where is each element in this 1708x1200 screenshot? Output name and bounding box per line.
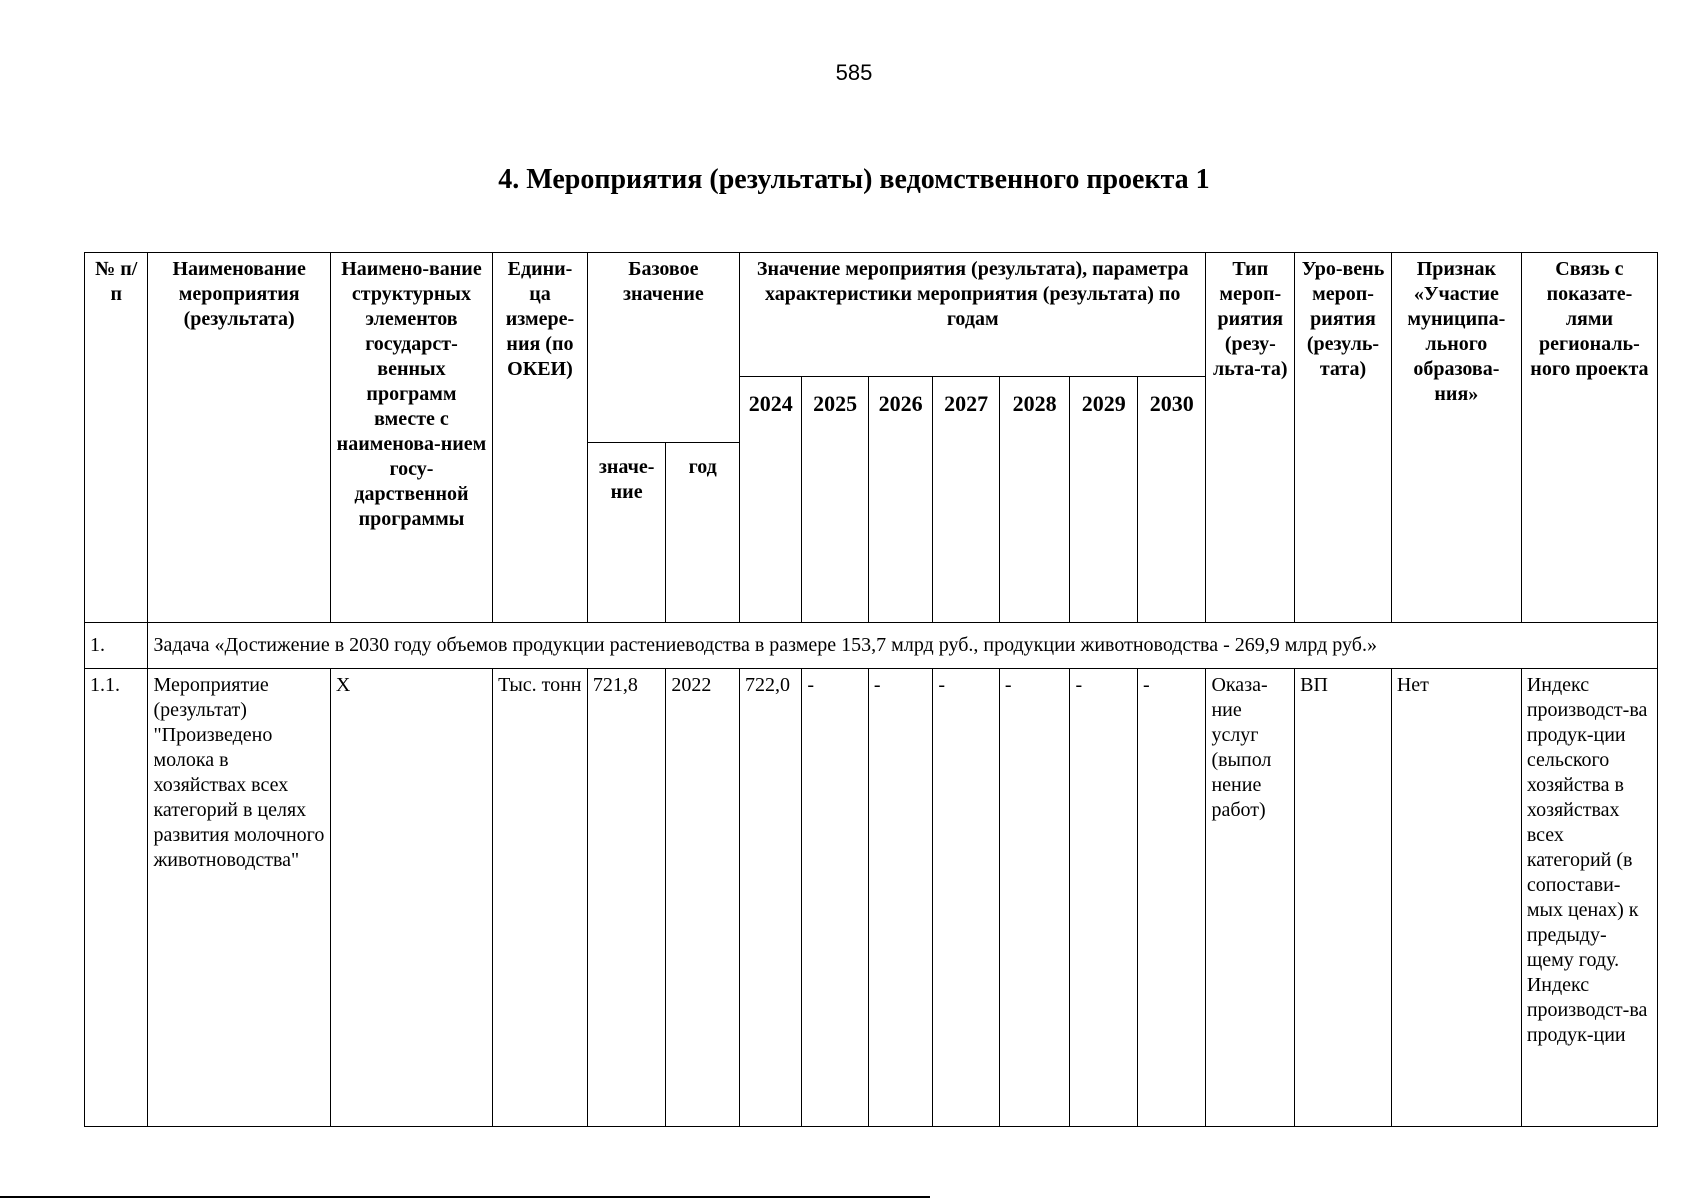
row-base-value: 721,8 xyxy=(587,669,666,1127)
header-base-year: год xyxy=(666,443,740,623)
header-year: 2028 xyxy=(999,377,1070,623)
row-year-value: - xyxy=(933,669,1000,1127)
page-title: 4. Мероприятия (результаты) ведомственного проекта 1 xyxy=(498,164,1210,195)
row-num: 1.1. xyxy=(85,669,148,1127)
header-name: Наименование мероприятия (результата) xyxy=(148,253,330,623)
page-number: 585 xyxy=(835,60,873,85)
header-year: 2029 xyxy=(1070,377,1138,623)
row-base-year: 2022 xyxy=(666,669,740,1127)
row-unit: Тыс. тонн xyxy=(493,669,588,1127)
header-base-value: значе-ние xyxy=(587,443,666,623)
row-year-value: - xyxy=(1070,669,1138,1127)
header-year: 2026 xyxy=(868,377,932,623)
header-link: Связь с показате-лями региональ-ного проекта xyxy=(1521,253,1657,623)
footer-divider xyxy=(0,1196,930,1198)
header-num: № п/п xyxy=(85,253,148,623)
row-name: Мероприятие (результат) "Произведено молока в хозяйствах всех категорий в целях развития молочного животноводства" xyxy=(148,669,330,1127)
row-year-value: - xyxy=(1137,669,1206,1127)
row-link: Индекс производст-ва продук-ции сельского хозяйства в хозяйствах всех категорий (в сопостави-мых ценах) к предыду-щему году. Индекс производст-ва продук-ции xyxy=(1521,669,1657,1127)
header-municipal: Признак «Участие муниципа-льного образова-ния» xyxy=(1391,253,1521,623)
row-type: Оказа-ние услуг (выпол нение работ) xyxy=(1206,669,1295,1127)
table-row xyxy=(85,669,1658,1127)
row-structural: Х xyxy=(330,669,492,1127)
row-year-value: - xyxy=(868,669,932,1127)
header-structural: Наимено-вание структурных элементов государст-венных программ вместе с наименова-нием госу-дарственной программы xyxy=(330,253,492,623)
header-base: Базовое значение xyxy=(587,253,739,443)
row-level: ВП xyxy=(1295,669,1392,1127)
task-num: 1. xyxy=(85,623,148,669)
row-year-value: - xyxy=(802,669,869,1127)
header-type: Тип мероп-риятия (резу-льта-та) xyxy=(1206,253,1295,623)
header-unit: Едини-ца измере-ния (по ОКЕИ) xyxy=(493,253,588,623)
row-year-value: - xyxy=(999,669,1070,1127)
row-year-value: 722,0 xyxy=(739,669,801,1127)
row-municipal: Нет xyxy=(1391,669,1521,1127)
results-table xyxy=(84,252,1658,1127)
header-level: Уро-вень мероп-риятия (резуль-тата) xyxy=(1295,253,1392,623)
header-year: 2024 xyxy=(739,377,801,623)
task-text: Задача «Достижение в 2030 году объемов продукции растениеводства в размере 153,7 млрд руб., продукции животноводства - 269,9 млрд руб.» xyxy=(148,623,1658,669)
header-year: 2030 xyxy=(1137,377,1206,623)
header-values: Значение мероприятия (результата), параметра характеристики мероприятия (результата) по годам xyxy=(739,253,1206,377)
header-year: 2027 xyxy=(933,377,1000,623)
header-year: 2025 xyxy=(802,377,869,623)
